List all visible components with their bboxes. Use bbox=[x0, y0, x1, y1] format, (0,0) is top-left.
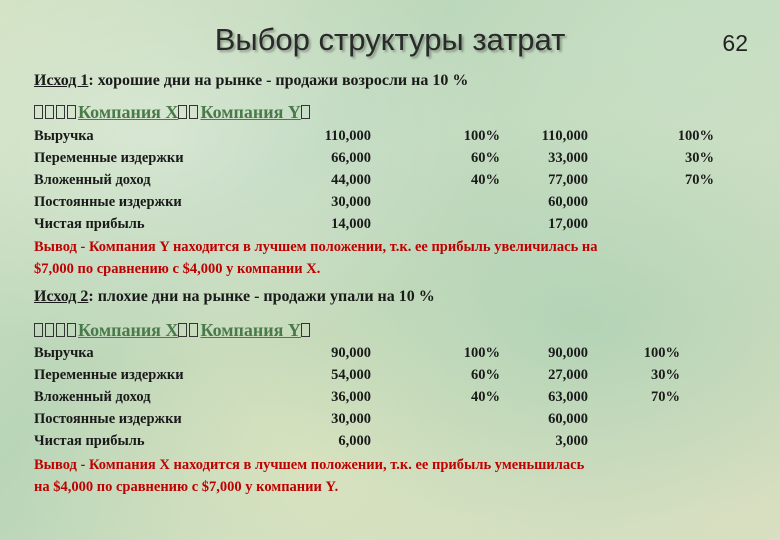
outcome-1-heading bbox=[34, 72, 468, 90]
outcome-1-conclusion-line2: $7,000 по сравнению с $4,000 у компании X. bbox=[34, 261, 321, 277]
placeholder-box-icon bbox=[67, 105, 76, 119]
placeholder-box-icon bbox=[34, 323, 43, 337]
company-y-value: 90,000 bbox=[548, 345, 588, 361]
company-y-value: 3,000 bbox=[555, 433, 588, 449]
company-y-value: 27,000 bbox=[548, 367, 588, 383]
outcome-1-conclusion bbox=[34, 236, 754, 280]
row-label: Вложенный доход bbox=[34, 172, 151, 188]
outcome-2-label: Исход 2 bbox=[34, 288, 89, 305]
company-y-value: 33,000 bbox=[548, 150, 588, 166]
table-row bbox=[0, 128, 780, 149]
table-row bbox=[0, 433, 780, 454]
row-label: Выручка bbox=[34, 128, 94, 144]
placeholder-box-icon bbox=[45, 323, 54, 337]
row-label: Вложенный доход bbox=[34, 389, 151, 405]
company-x-percent: 60% bbox=[471, 367, 500, 383]
company-y-value: 17,000 bbox=[548, 216, 588, 232]
company-x-percent: 100% bbox=[463, 128, 500, 144]
page-number: 62 bbox=[722, 30, 748, 56]
company-y-value: 63,000 bbox=[548, 389, 588, 405]
outcome-2-company-y: Компания Y bbox=[200, 320, 301, 340]
outcome-2-company-header bbox=[34, 320, 312, 341]
outcome-2-conclusion-line2: на $4,000 по сравнению с $7,000 у компании Y. bbox=[34, 479, 339, 495]
placeholder-box-icon bbox=[189, 105, 198, 119]
placeholder-box-icon bbox=[189, 323, 198, 337]
outcome-1-conclusion-line1: Вывод - Компания Y находится в лучшем положении, т.к. ее прибыль увеличилась на bbox=[34, 239, 598, 255]
company-y-value: 60,000 bbox=[548, 194, 588, 210]
company-x-value: 44,000 bbox=[331, 172, 371, 188]
outcome-2-conclusion-line1: Вывод - Компания X находится в лучшем положении, т.к. ее прибыль уменьшилась bbox=[34, 457, 585, 473]
row-label: Переменные издержки bbox=[34, 150, 184, 166]
placeholder-box-icon bbox=[178, 105, 187, 119]
outcome-1-company-y: Компания Y bbox=[200, 102, 301, 122]
table-row bbox=[0, 389, 780, 410]
placeholder-box-icon bbox=[301, 323, 310, 337]
row-label: Переменные издержки bbox=[34, 367, 184, 383]
company-x-value: 30,000 bbox=[331, 411, 371, 427]
company-y-value: 110,000 bbox=[541, 128, 588, 144]
placeholder-box-icon bbox=[34, 105, 43, 119]
company-y-percent: 70% bbox=[685, 172, 714, 188]
table-row bbox=[0, 345, 780, 366]
row-label: Постоянные издержки bbox=[34, 194, 182, 210]
table-row bbox=[0, 194, 780, 215]
company-x-value: 6,000 bbox=[338, 433, 371, 449]
table-row bbox=[0, 411, 780, 432]
company-x-value: 36,000 bbox=[331, 389, 371, 405]
company-x-value: 30,000 bbox=[331, 194, 371, 210]
company-x-value: 66,000 bbox=[331, 150, 371, 166]
outcome-2-company-x: Компания X bbox=[78, 320, 179, 340]
company-y-percent: 30% bbox=[685, 150, 714, 166]
company-x-value: 14,000 bbox=[331, 216, 371, 232]
placeholder-box-icon bbox=[67, 323, 76, 337]
row-label: Чистая прибыль bbox=[34, 433, 145, 449]
outcome-1-text: : хорошие дни на рынке - продажи возросли на 10 % bbox=[88, 72, 469, 89]
placeholder-box-icon bbox=[45, 105, 54, 119]
company-y-percent: 30% bbox=[651, 367, 680, 383]
row-label: Выручка bbox=[34, 345, 94, 361]
company-y-percent: 100% bbox=[677, 128, 714, 144]
company-x-value: 54,000 bbox=[331, 367, 371, 383]
table-row bbox=[0, 216, 780, 237]
table-row bbox=[0, 150, 780, 171]
placeholder-box-icon bbox=[301, 105, 310, 119]
outcome-1-label: Исход 1 bbox=[34, 72, 89, 89]
table-row bbox=[0, 172, 780, 193]
outcome-2-heading bbox=[34, 288, 435, 306]
outcome-1-company-header bbox=[34, 102, 312, 123]
company-x-percent: 40% bbox=[471, 389, 500, 405]
company-y-value: 77,000 bbox=[548, 172, 588, 188]
company-x-value: 110,000 bbox=[324, 128, 371, 144]
placeholder-box-icon bbox=[56, 105, 65, 119]
company-y-percent: 100% bbox=[643, 345, 680, 361]
company-x-percent: 60% bbox=[471, 150, 500, 166]
outcome-1-company-x: Компания X bbox=[78, 102, 179, 122]
outcome-2-text: : плохие дни на рынке - продажи упали на 10 % bbox=[88, 288, 435, 305]
company-y-value: 60,000 bbox=[548, 411, 588, 427]
slide-title: Выбор структуры затрат bbox=[214, 22, 566, 57]
company-x-value: 90,000 bbox=[331, 345, 371, 361]
company-y-percent: 70% bbox=[651, 389, 680, 405]
placeholder-box-icon bbox=[178, 323, 187, 337]
company-x-percent: 100% bbox=[463, 345, 500, 361]
company-x-percent: 40% bbox=[471, 172, 500, 188]
table-row bbox=[0, 367, 780, 388]
outcome-2-conclusion bbox=[34, 454, 754, 498]
placeholder-box-icon bbox=[56, 323, 65, 337]
row-label: Постоянные издержки bbox=[34, 411, 182, 427]
row-label: Чистая прибыль bbox=[34, 216, 145, 232]
